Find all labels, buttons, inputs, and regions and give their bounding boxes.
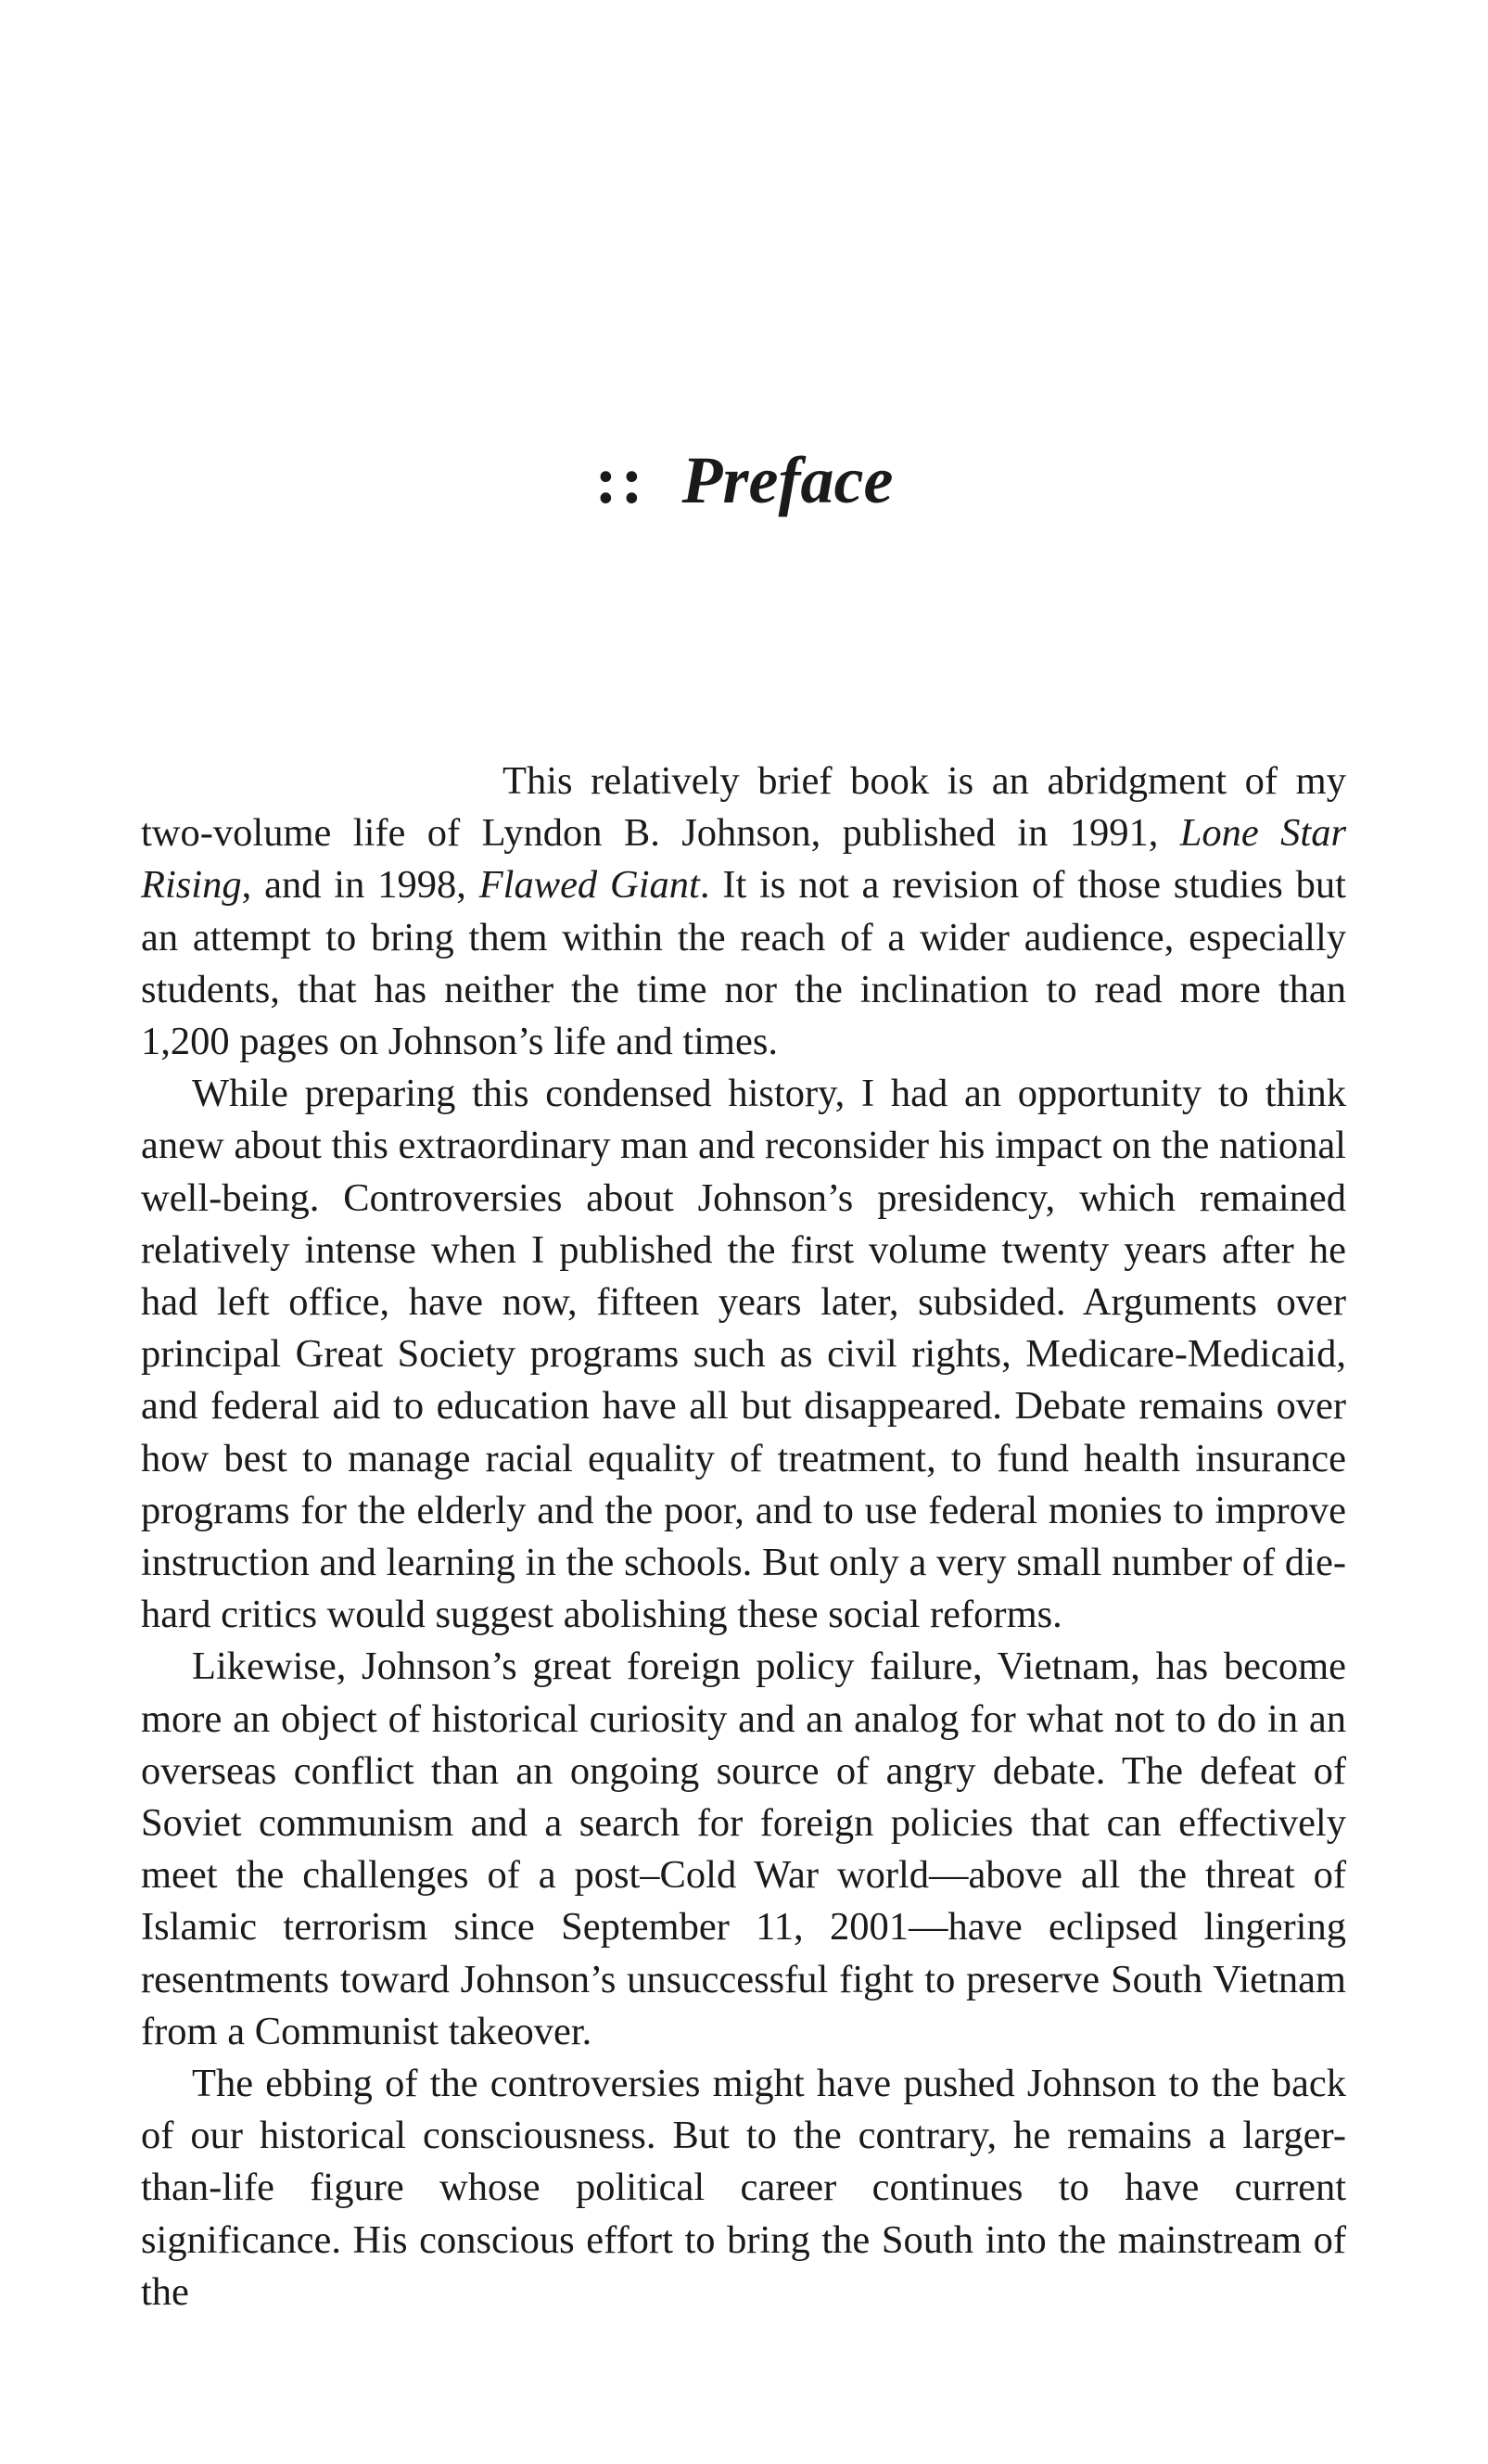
heading-ornament: ::	[594, 443, 647, 518]
paragraph-4: The ebbing of the controversies might have pushed Johnson to the back of our historical consciousness. But to the contrary, he remains a larger-than-life figure whose political career continues to have current significance. His conscious effort to bring the South into the mainstream of the	[141, 2062, 1346, 2314]
chapter-heading	[0, 438, 1488, 522]
paragraph-1-text-b: , and in 1998,	[241, 863, 479, 908]
body-text	[141, 756, 1346, 2318]
paragraph-1-text-c: . It is not a revision of those studies but an attempt to bring them within the reach of a wider audience, especially students, that has neither the time nor the inclination to read more than 1,200 pages on Johnson’s life and times.	[141, 863, 1346, 1064]
paragraph-2: While preparing this condensed history, I had an opportunity to think anew about this extraordinary man and reconsider his impact on the national well-being. Controversies about Johnson’s presidency, which remained relatively intense when I published the first volume twenty years after he had left office, have now, fifteen years later, subsided. Arguments over principal Great Society programs such as civil rights, Medicare-Medicaid, and federal aid to education have all but disappeared. Debate remains over how best to manage racial equality of treatment, to fund health insurance programs for the elderly and the poor, and to use federal monies to improve instruction and learning in the schools. But only a very small number of die-hard critics would suggest abolishing these social reforms.	[141, 1072, 1346, 1637]
paragraph-1	[141, 756, 1346, 1068]
paragraph-1-text-a: This relatively brief book is an abridgment of my two-volume life of Lyndon B. Johnson, published in 1991,	[141, 759, 1346, 856]
book-title-flawed-giant: Flawed Giant	[478, 863, 700, 908]
book-title-lone-star-rising: Lone Star Rising	[141, 811, 1346, 908]
chapter-title: Preface	[681, 443, 894, 518]
paragraph-3: Likewise, Johnson’s great foreign policy failure, Vietnam, has become more an object of historical curiosity and an analog for what not to do in an overseas conflict than an ongoing source of angry debate. The defeat of Soviet communism and a search for foreign policies that can effectively meet the challenges of a post–Cold War world—above all the threat of Islamic terrorism since September 11, 2001—have eclipsed lingering resentments toward Johnson’s unsuccessful fight to preserve South Vietnam from a Communist takeover.	[141, 1645, 1346, 2053]
